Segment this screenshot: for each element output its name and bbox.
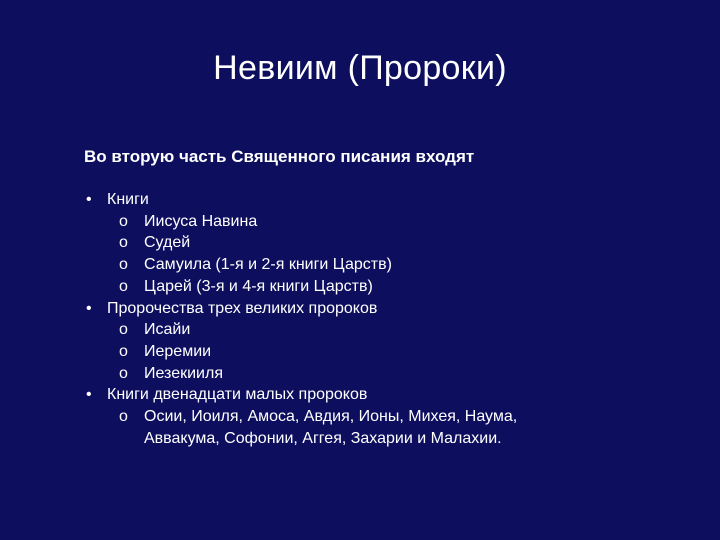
bullet-icon: •: [86, 299, 92, 317]
bullet-icon: •: [86, 386, 92, 404]
list-item: [84, 276, 684, 298]
list-item-text: Книги двенадцати малых пророков: [107, 386, 368, 404]
sub-bullet-icon: o: [119, 321, 128, 339]
list-item: [84, 232, 684, 254]
list-item: [84, 319, 684, 341]
list-item-text: Царей (3-я и 4-я книги Царств): [144, 277, 373, 295]
list-item-text: Иезекииля: [144, 364, 223, 382]
bullet-list: [84, 189, 684, 449]
list-item-continuation: [84, 428, 684, 450]
sub-bullet-icon: o: [119, 364, 128, 382]
sub-bullet-icon: o: [119, 212, 128, 230]
list-item-text: Книги: [107, 191, 149, 208]
slide-subtitle: Во вторую часть Священного писания входят: [84, 147, 475, 166]
list-item-text: Иисуса Навина: [144, 212, 258, 230]
sub-bullet-icon: o: [119, 277, 128, 295]
list-item: [84, 406, 684, 428]
list-item: [84, 189, 684, 211]
sub-bullet-icon: o: [119, 256, 128, 274]
list-item-text: Иеремии: [144, 342, 212, 360]
list-item-text: Судей: [144, 234, 191, 252]
bullet-icon: •: [86, 191, 92, 208]
sub-bullet-icon: o: [119, 234, 128, 252]
slide-title: Невиим (Пророки): [213, 49, 507, 87]
list-item: [84, 211, 684, 233]
list-item-text: Самуила (1-я и 2-я книги Царств): [144, 256, 392, 274]
sub-bullet-icon: o: [119, 408, 128, 426]
list-item: [84, 341, 684, 363]
list-item: [84, 384, 684, 406]
list-item-text: Пророчества трех великих пророков: [107, 299, 378, 317]
list-item: [84, 298, 684, 320]
list-item: [84, 363, 684, 385]
list-item-text: Исайи: [144, 321, 191, 339]
sub-bullet-icon: o: [119, 342, 128, 360]
list-item-text: Осии, Иоиля, Амоса, Авдия, Ионы, Михея, Наума,: [144, 408, 518, 426]
list-item-text: Аввакума, Софонии, Аггея, Захарии и Малахии.: [144, 429, 502, 447]
list-item: [84, 254, 684, 276]
